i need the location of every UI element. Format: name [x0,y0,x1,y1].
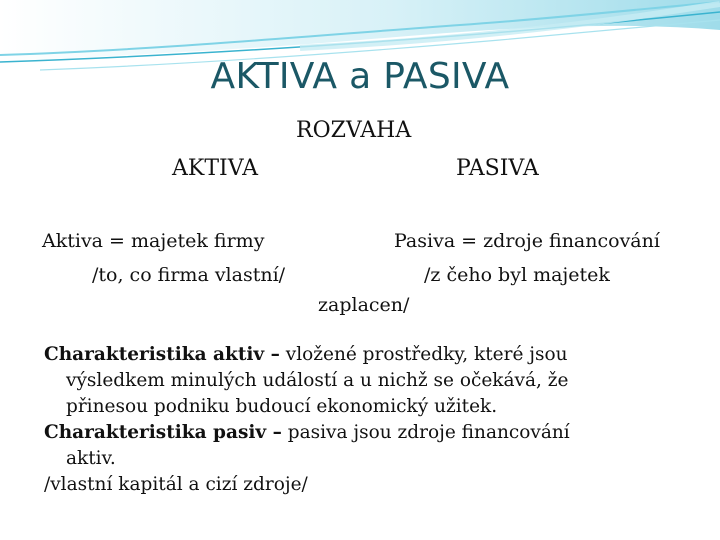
char-pasiv-line2: aktiv. [66,448,116,469]
char-aktiv-line1 [44,342,684,368]
characteristics-block [44,342,684,498]
right-heading: PASIVA [456,156,539,181]
char-aktiv-term: Charakteristika aktiv – [44,344,280,365]
char-aktiv-line2: výsledkem minulých událostí a u nichž se očekává, že [66,370,569,391]
char-aktiv-line3: přinesou podniku budoucí ekonomický užitek. [66,396,498,417]
left-heading: AKTIVA [172,156,258,181]
char-pasiv-term: Charakteristika pasiv – [44,422,282,443]
subtitle: ROZVAHA [296,118,412,143]
pasiva-definition: Pasiva = zdroje financování [394,230,660,252]
closing-note: /vlastní kapitál a cizí zdroje/ [44,474,308,495]
char-pasiv-text: pasiva jsou zdroje financování [281,422,570,443]
pasiva-note-line2: zaplacen/ [318,294,410,316]
char-aktiv-text: vložené prostředky, které jsou [279,344,568,365]
aktiva-note: /to, co firma vlastní/ [92,264,286,286]
slide-title: AKTIVA a PASIVA [210,56,510,97]
pasiva-note-line1: /z čeho byl majetek [424,264,610,286]
char-pasiv-line1 [44,420,684,446]
aktiva-definition: Aktiva = majetek firmy [42,230,265,252]
